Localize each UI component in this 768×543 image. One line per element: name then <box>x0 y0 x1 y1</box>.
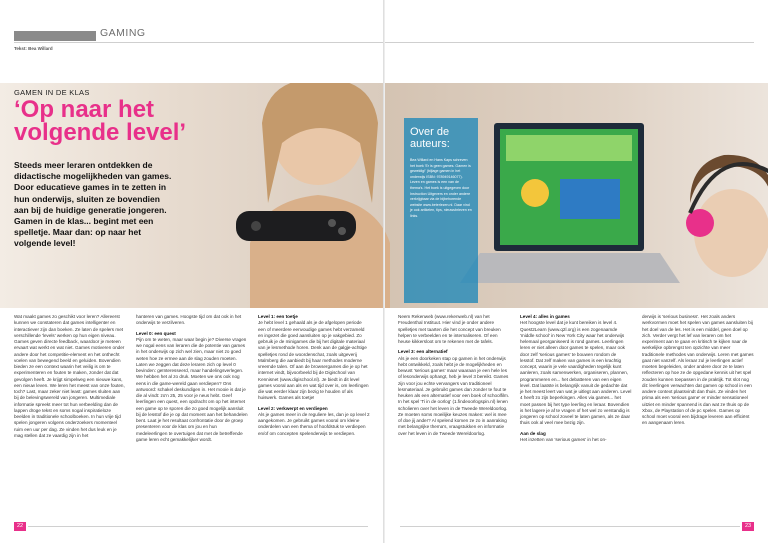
authors-box <box>404 118 478 303</box>
subheading-level-1: Level 1: een toetje <box>258 314 298 319</box>
footer-rule-left <box>28 526 368 527</box>
text-column-1 <box>14 314 126 439</box>
page-spine <box>383 0 385 543</box>
category-label: GAMING <box>100 27 146 39</box>
footer-rule-right <box>400 526 740 527</box>
subheading-level-0: Level 0: een quest <box>136 330 176 336</box>
category-bar <box>14 31 96 41</box>
article-kicker: GAMEN IN DE KLAS <box>14 88 90 97</box>
page-number-left: 22 <box>14 522 26 531</box>
column-3-body-2: Als je games meer in de reguliere les, dan je op level 2 aangekomen. Je gebruikt games vooral om kleine onderdelen van een thema of hoofdstuk te verdiepen en/of om concepten spelenderwijs te verdiepen. <box>258 411 370 436</box>
authors-heading: Over de auteurs: <box>410 126 450 150</box>
text-column-3 <box>258 314 370 437</box>
column-4-intro: Neem Rekenweb (www.rekenweb.nl) van het Freudenthal Instituut. Hier vind je onder andere spelletjes met taarten die het concept van breuken helpen te verbeelden en te internaliseren. Of een heuse kikkersloot om te rekenen met de tafels. <box>398 314 501 344</box>
text-column-2 <box>136 314 248 443</box>
subheading-level-4: Level 4: alles in games <box>520 314 570 319</box>
column-5-body-2: Het inzetten van 'serious games' in het on- <box>520 436 607 442</box>
text-column-5 <box>520 314 632 443</box>
byline: Tekst: Bea Willard <box>14 46 53 51</box>
subheading-level-3: Level 3: een alternatief <box>398 349 448 355</box>
column-6-body: derwijs is 'serious business'. Het zoals anders werkvormen moet het spelen van games aansluiten bij het doel van de les. Het is een middel, geen doel op zich. Verder vergt het lef van leraren om het experiment aan te gaan en kritisch te kijken naar de werkelijke opbrengst ten opzichte van meer traditionele methodes van onderwijs. Leren met games gaat niet vanzelf. Als leraar zul je leerlingen actief moeten begeleiden, onder andere door ze te laten reflecteren op hoe ze de opgedane kennis uit het spel zouden kunnen toepassen in de praktijk. Tot slot nog dit: leerlingen verwachten dat gamen op school in een andere context plaatsvindt dan thuis. Ze vinden het prima als een 'serious game' er minder sensationeel uitziet en minder spannend is dan wat ze thuis op de Xbox, de Playstation of de pc spelen. Games op school moet vooral een bijdrage leveren aan efficiënt en aangenaam leren. <box>642 314 754 426</box>
column-4-body: Als je een doorkeken stap op gamen in het onderwijs hebt ontwikkeld, zoals hebt je de mogelijkheden en bewust 'serious games' maar waaraan je een hele les of lesonderwijs ophangt, heb je level 3 bereikt. Games zijn voor jou echte vervangers van traditioneel lesmateriaal. Je gebruikt games dan zonder te fout te heuken als een alternatief voor een boek of schoolfilm. In het spel 'Ti in de oorlog' (1.findeoorlogspin.nl) lenen scholieren over het leven in de Tweede Wereldoorlog. Ze moeten soms moeilijke keuzes maken: wel is mee of doe jij ander? Al spelend komen ze zo in aanraking met belangrijke thema's, vraagstukken en informatie over het leven in de Tweede Wereldoorlog. <box>398 355 510 436</box>
page-number-right: 23 <box>742 522 754 531</box>
subheading-level-2: Level 2: verkwerpt en verdiepen <box>258 405 328 411</box>
article-lead: Steeds meer leraren ontdekken de didactische mogelijkheden van games. Door educatieve games in te zetten in hun onderwijs, sluiten ze bovendien aan bij de huidige generatie jongeren. Gamen in de klas... begint met een spelletje. Maar dan: op naar het volgende level! <box>14 160 172 249</box>
subheading-aan-de-slag: Aan de slag <box>520 430 546 436</box>
authors-body: Bea Willard en Hans Kaps schreven het boek 'Er is geen games. Gamen is geweldig!' (bijlage gamen in het onderwijs ISBN: 978949146077). Lezen en games is een van de thema's. Het boek is uitgegeven door Instruction Uitgevers en onder andere verkrijgbaar via de bijbehorende website www.beterlezen.nl. Daar vind je ook artikelen, tips, nieuwsbrieven en links. <box>410 158 472 218</box>
article-title: ‘Op naar het volgende level’ <box>14 96 187 146</box>
column-1-body: Wat maakt games zo geschikt voor leren? Allereerst kunnen we constateren dat games intelligenter en interactiever zijn dan boeken. Ze laten de spelers met verschillende 'levels' werken op hun eigen niveau. Games geven directe feedback, waardoor je meteen ervaart wat werkt en wat niet. Games motiveren onder andere door het competitie-element en het onthecht voelen van bewegend beeld en geluiden. Bovendien bieden ze een context waarin het veilig is om te experimenteren en fouten te maken, zonder dat dat gevolgen heeft. Je krijgt simpelweg een nieuwe kans, een nieuw leven. We leren het meest van onze fouten, toch? Last, maar zeker niet least: games sluiten aan bij de belevingswereld van jongeren. Multimediale informatie spreekt meer tot hun verbeelding dan de lappen droge tekst en soms nogal inspiratieloze beelden in traditionele schoolboeken. In hun vrije tijd spelen jongeren volgens onderzoekers momenteel ruim een uur per dag. Ze vinden het dus leuk en je mag stellen dat ze vaardig zijn in het <box>14 314 125 438</box>
column-5-body-1: Het hoogste level dat je kunt bereiken is level 4. Quest2Learn (www.q2l.org) is een zogenaamde 'middle school' in New York City waar het onderwijs helemaal georganiseerd is rond games. Leerlingen leren er niet alleen door games te spelen, maar ook door zelf 'serious games' te bouwen rondom de lesstof. Dat zelf maken van games is een krachtig concept, waarin je vele vaardigheden tegelijk kunt aanleren, zoals samenwerken, organiseren, plannen, programmeren en... het debatteren van een eigen level. Dat laatste is belangrijk vanuit de gedachte dat je het meest leert van wat je uitlegt aan anderen. Level 4 heeft zo zijn beperkingen. Alles via games... het moet passen bij het type leerling en leraar. Bovendien is het lagere je af te vragen of het wel zo verstandig is jongeren op school zoveel te laten gamen, als ze daar thuis ook al veel mee bezig zijn. <box>520 320 632 426</box>
column-2-body: Pijn om te weten, maar waar begin je? Diverse vragen we nogal eens van leraren die de potentie van games in het onderwijs op zich wel zien, maar niet zo goed weten hoe ze ermee aan de slag zouden moeten. Laten we zeggen dat deze leraren zich op level 0 bevinden: geïnteresseerd, maar handelingsverlegen. We hebben het al zo druk. Moeten we ons ook nog eens in die game-wereld gaan verdiepen? Ons antwoord: schakel deskundigen in. Het mooie is dat je die al vindt: zo'n 25, 25 voor je neus hebt. Geef leerlingen een quest, een opdracht om op het internet een game op te sporen die zo goed mogelijk aansluit bij de lesstof die je op dat moment aan het behandelen bent. Laat je het resultaat confrontatie door de groep presenteren voor de klas om jou en hun medeleerlingen te overtuigen dat met de betreffende game leren echt gemakkelijker wordt. <box>136 336 248 442</box>
column-2-intro: hanteren van games. Hoogste tijd om dat ook in het onderwijs te verzilveren. <box>136 314 242 326</box>
headphones-shape <box>686 209 714 237</box>
column-3-body-1: Je hebt level 1 gehaald als je de afgelopen periode een of meerdere eenvoudige games hebt verzameld en ingezet die goed aansluiten op je vakgebied. Zo gebruik je de minigames die bij het digitale materiaal van je lesmethode horen. Denk aan de galgje-achtige spelletjes rond de woordenschat, zoals uitgeverij Malmberg die aanbiedt bij haar methodes moderne vreemde talen. Of aan de browsergames die je op het internet vindt, bijvoorbeeld bij de Digischool van Kennisnet (www.digischool.nl). Je biedt in dit level games vooral aan als en wat tijd over is, om leerlingen die wat eerder klaar zijn bezig te houden of als huiswerk. Games als toetje! <box>258 320 369 401</box>
laptop-base-shape <box>460 253 680 283</box>
text-column-6 <box>642 314 754 427</box>
text-column-4 <box>398 314 510 437</box>
